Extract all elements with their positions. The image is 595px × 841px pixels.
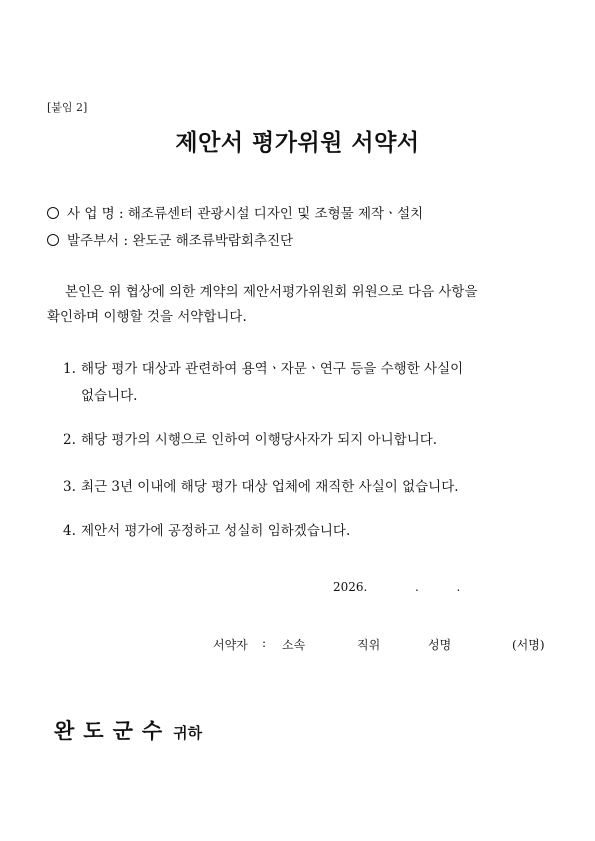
signer-colon: : — [262, 636, 267, 650]
pledge-item-1 — [63, 356, 463, 410]
date-day-separator: . — [456, 580, 461, 594]
signature-seal-label: (서명) — [512, 638, 545, 652]
pledge-number: 2. — [63, 432, 76, 448]
info-value: 완도군 해조류박람회추진단 — [132, 233, 294, 249]
date-month-separator: . — [415, 580, 419, 594]
info-department: 발주부서 : 완도군 해조류박람회추진단 — [47, 229, 293, 249]
pledge-text: 해당 평가의 시행으로 인하여 이행당사자가 되지 아니합니다. — [81, 432, 438, 448]
page-title: 제안서 평가위원 서약서 — [175, 130, 420, 156]
signer-position-label: 직위 — [357, 638, 381, 652]
intro-line-2: 확인하며 이행할 것을 서약합니다. — [47, 309, 247, 325]
pledge-number: 1. — [63, 361, 76, 377]
intro-line-1: 본인은 위 협상에 의한 계약의 제안서평가위원회 위원으로 다음 사항을 — [65, 284, 478, 300]
addressee-honorific: 귀하 — [173, 724, 203, 742]
pledge-text: 해당 평가 대상과 관련하여 용역ㆍ자문ㆍ연구 등을 수행한 사실이 — [81, 361, 464, 377]
pledge-item-2 — [63, 427, 437, 454]
pledge-text-continued: 없습니다. — [81, 388, 138, 404]
pledge-text: 제안서 평가에 공정하고 성실히 임하겠습니다. — [81, 523, 351, 539]
intro-paragraph — [47, 280, 478, 330]
signer-name-label: 성명 — [428, 638, 452, 652]
info-label: 사 업 명 — [67, 206, 115, 222]
pledge-text: 최근 3년 이내에 해당 평가 대상 업체에 재직한 사실이 없습니다. — [81, 479, 459, 495]
info-project-name: 사 업 명 : 해조류센터 관광시설 디자인 및 조형물 제작ㆍ설치 — [47, 202, 423, 222]
circle-bullet-icon — [47, 207, 59, 219]
pledge-number: 4. — [63, 523, 76, 539]
circle-bullet-icon — [47, 234, 59, 246]
signing-date — [333, 580, 460, 594]
attachment-label: [붙임 2] — [47, 101, 88, 114]
addressee — [54, 715, 202, 745]
date-year: 2026. — [333, 580, 368, 594]
pledge-item-4 — [63, 518, 350, 545]
info-value: 해조류센터 관광시설 디자인 및 조형물 제작ㆍ설치 — [127, 206, 424, 222]
info-label: 발주부서 — [67, 233, 120, 249]
addressee-name: 완도군수 — [54, 719, 172, 743]
signer-affiliation-label: 소속 — [282, 638, 306, 652]
pledge-number: 3. — [63, 479, 76, 495]
pledge-item-3 — [63, 474, 459, 501]
signer-label: 서약자 — [213, 638, 248, 652]
